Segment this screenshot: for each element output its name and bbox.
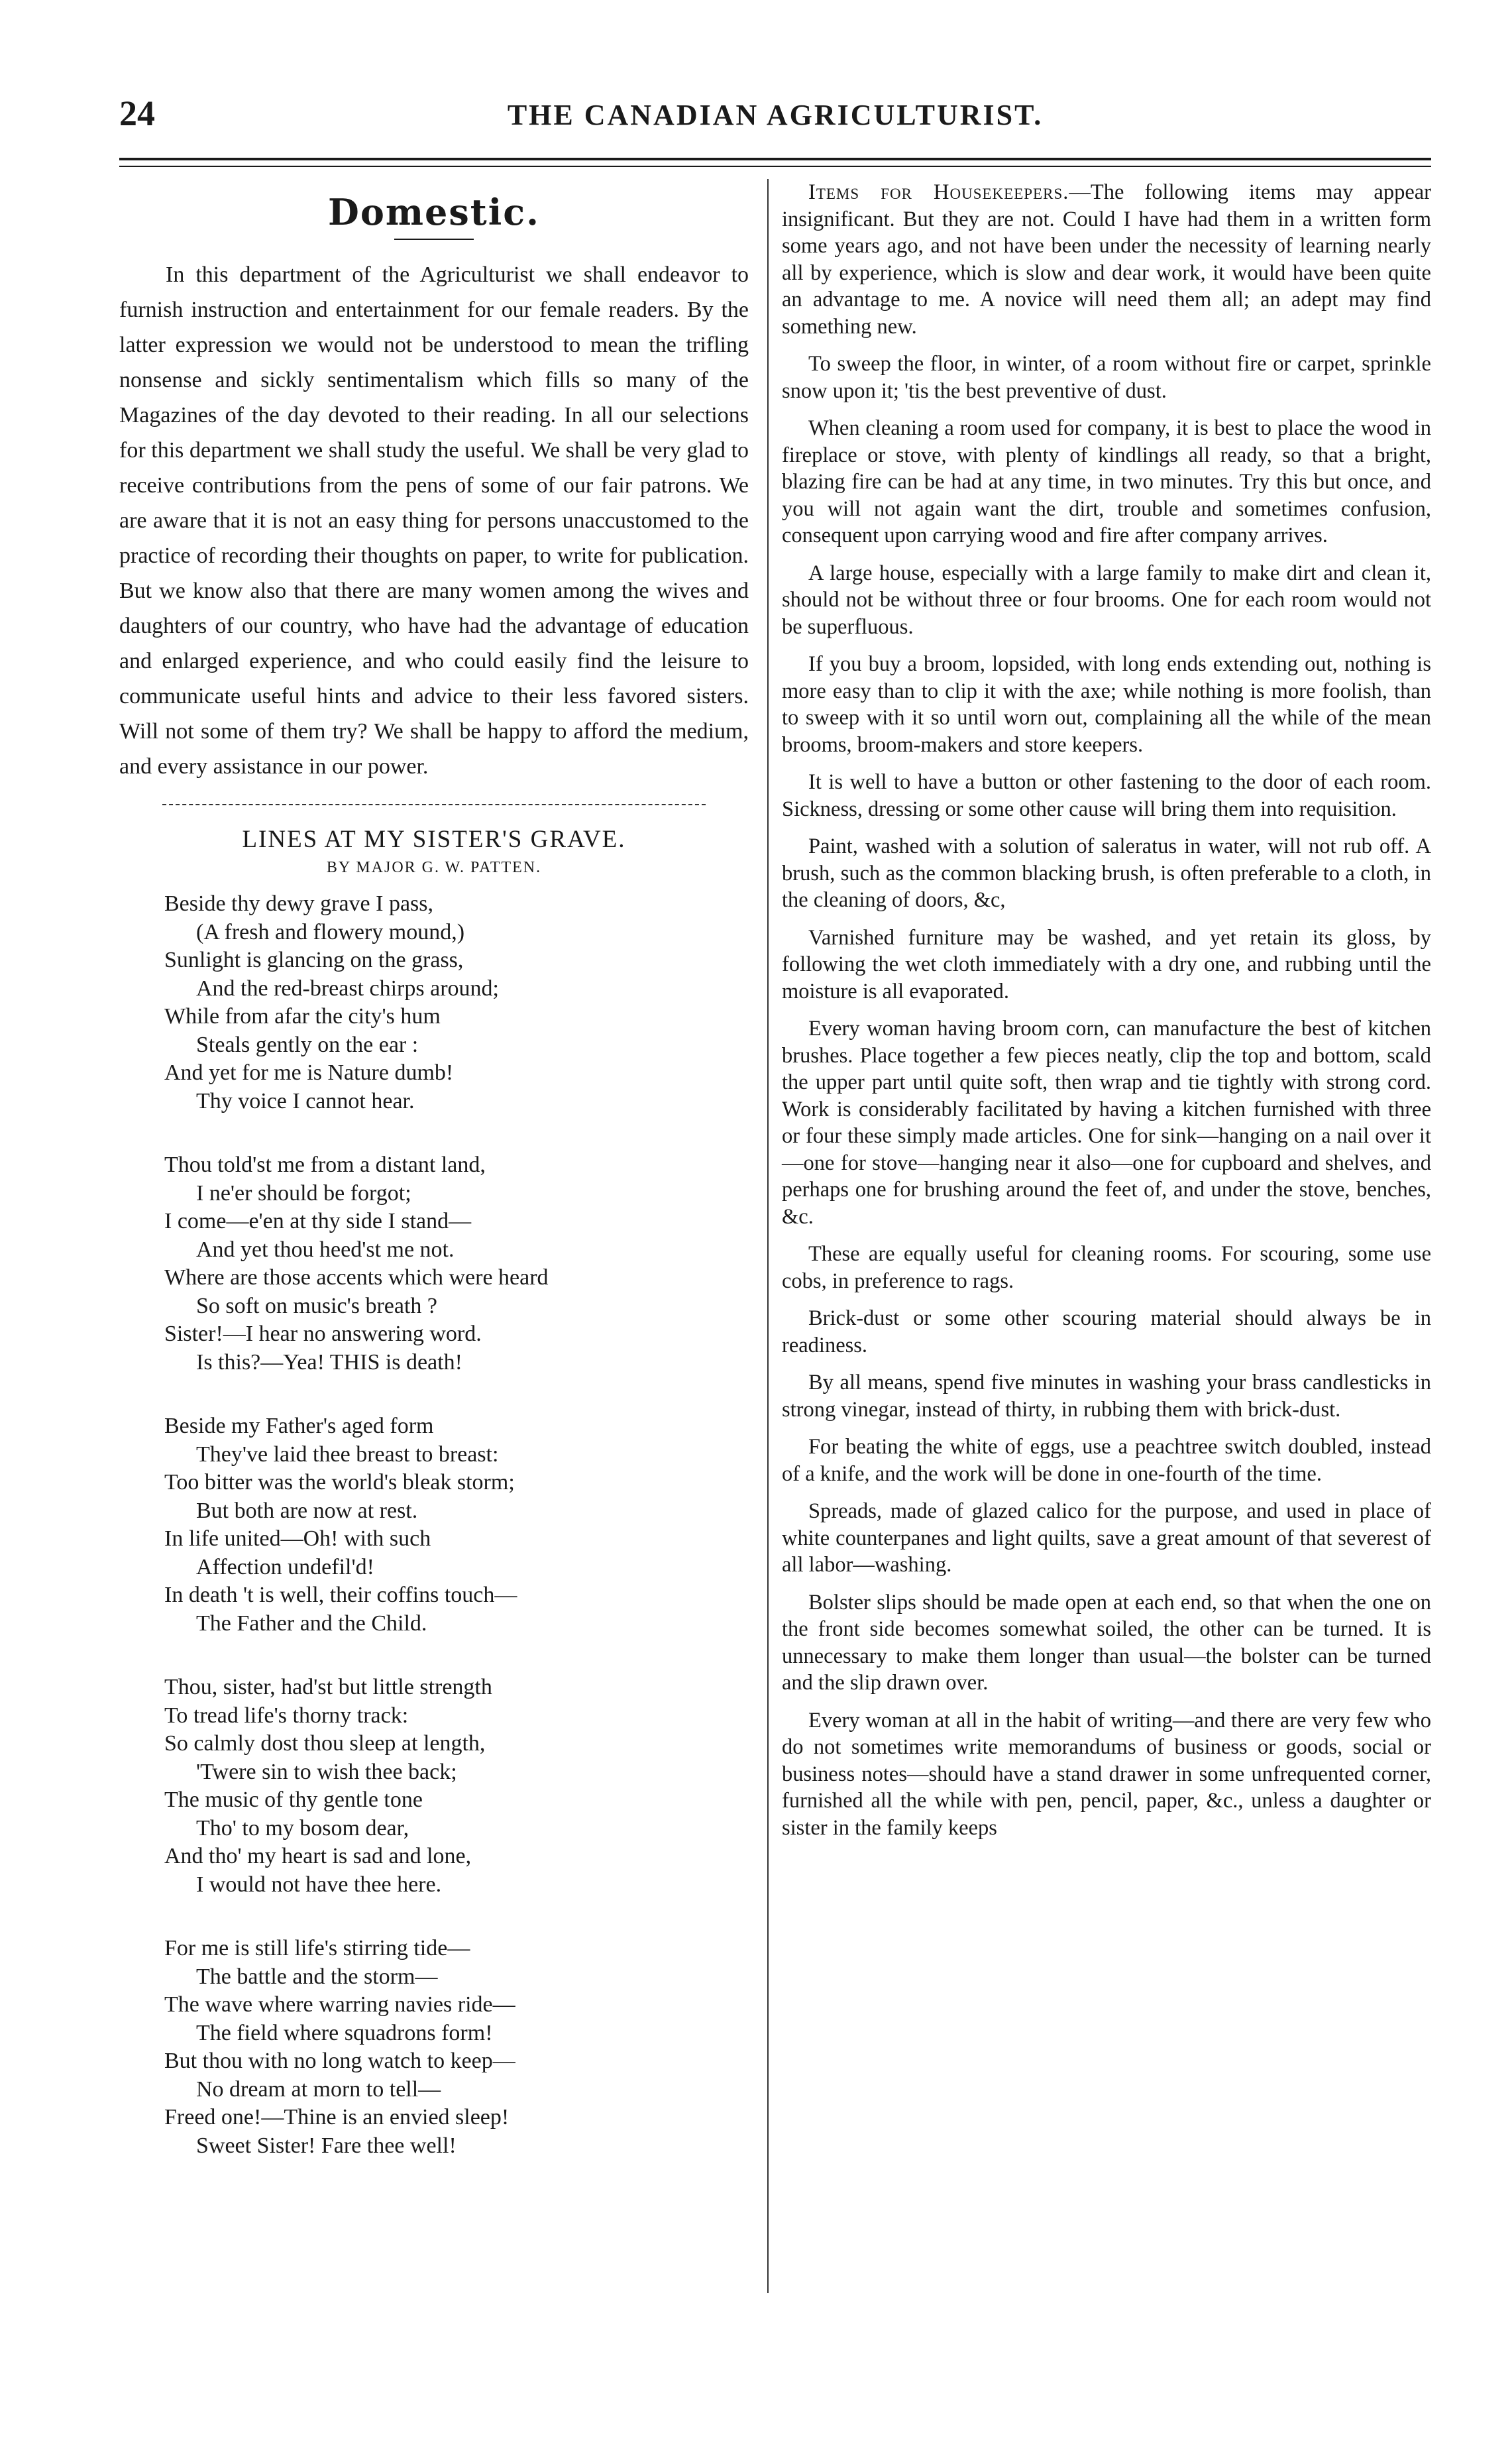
section-title: Domestic. [328,191,540,233]
poem-stanza [164,1673,749,1899]
poem-line: No dream at morn to tell— [196,2076,441,2102]
poem-line: The field where squadrons form! [196,2020,493,2045]
poem-line: Thou, sister, had'st but little strength [164,1675,492,1699]
poem-line: In death 't is well, their coffins touch— [164,1583,517,1607]
poem-line: And the red-breast chirps around; [196,976,499,1001]
poem-line: (A fresh and flowery mound,) [196,919,465,944]
poem-line: Sunlight is glancing on the grass, [164,948,464,972]
section-divider [162,804,706,805]
poem-line: The wave where warring navies ride— [164,1992,515,2017]
article-paragraph: Paint, washed with a solution of saleratus in water, will not rub off. A brush, such as the common blacking brush, is often preferable to a cloth, in the cleaning of doors, &c, [782,834,1431,912]
article-paragraph: When cleaning a room used for company, it is best to place the wood in fireplace or stove, with plenty of kindlings all ready, so that a bright, blazing fire can be had at any time, in two minutes. Try this but once, and you will not again want the dirt, trouble and sometimes confusion, consequent upon carrying wood and fire after company arrives. [782,416,1431,547]
article-paragraph: To sweep the floor, in winter, of a room without fire or carpet, sprinkle snow upon it; 'tis the best preventive of dust. [782,352,1431,403]
poem-line: But both are now at rest. [196,1498,418,1523]
poem-line: So calmly dost thou sleep at length, [164,1731,486,1756]
poem-line: The music of thy gentle tone [164,1787,423,1812]
poem-line: Where are those accents which were heard [164,1265,549,1290]
article-paragraph: By all means, spend five minutes in washing your brass candlesticks in strong vinegar, instead of thirty, in rubbing them with brick-dust. [782,1371,1431,1422]
poem-stanza [164,1412,749,1638]
poem-line: But thou with no long watch to keep— [164,2049,515,2073]
running-title: THE CANADIAN AGRICULTURIST. [507,99,1044,131]
article-paragraph: Every woman having broom corn, can manufacture the best of kitchen brushes. Place together a few pieces neatly, clip the top and bottom, scald the upper part until quite soft, then wrap and tie tightly with strong cord. Work is considerably facilitated by having a kitchen furnished with three or four these simply made articles. One for sink—hanging on a nail over it—one for stove—hanging near it also—one for cupboard and shelves, and perhaps one for brushing around the feet of, and under the stove, benches, &c. [782,1017,1431,1229]
article-paragraph: Spreads, made of glazed calico for the purpose, and used in place of white counterpanes and light quilts, save a great amount of that severest of all labor—washing. [782,1499,1431,1577]
article-paragraph: For beating the white of eggs, use a peachtree switch doubled, instead of a knife, and the work will be done in one-fourth of the time. [782,1435,1431,1486]
article-paragraph: These are equally useful for cleaning rooms. For scouring, some use cobs, in preference to rags. [782,1242,1431,1293]
poem-line: To tread life's thorny track: [164,1703,409,1728]
poem-line: I would not have thee here. [196,1872,442,1897]
article-paragraph [782,179,1431,340]
poem-line: And tho' my heart is sad and lone, [164,1844,472,1868]
poem-line: Thy voice I cannot hear. [196,1088,415,1113]
column-divider [767,179,769,2293]
poem-line: So soft on music's breath ? [196,1293,438,1318]
article-heading: Items for Housekeepers. [808,180,1069,204]
poem-line: Thou told'st me from a distant land, [164,1153,486,1177]
article-paragraph: A large house, especially with a large family to make dirt and clean it, should not be without three or four brooms. One for each room would not be superfluous. [782,561,1431,639]
poem-line: Tho' to my bosom dear, [196,1815,409,1841]
article-paragraph: It is well to have a button or other fastening to the door of each room. Sickness, dressing or some other cause will bring them into requisition. [782,770,1431,821]
poem-stanza [164,1151,749,1377]
poem-title: LINES AT MY SISTER'S GRAVE. [242,826,626,853]
poem-line: For me is still life's stirring tide— [164,1936,470,1960]
poem-line: And yet for me is Nature dumb! [164,1060,454,1085]
poem-line: In life united—Oh! with such [164,1526,431,1551]
section-title-rule [394,239,474,240]
poem-line: Too bitter was the world's bleak storm; [164,1470,515,1495]
header-rule-thin [119,166,1431,167]
article-paragraph: Varnished furniture may be washed, and yet retain its gloss, by following the wet cloth immediately with a dry one, and rubbing until the moisture is all evaporated. [782,925,1431,1003]
poem-line: Sweet Sister! Fare thee well! [196,2133,457,2158]
poem-line: Affection undefil'd! [196,1554,374,1579]
left-column [119,179,749,2196]
poem-line: Freed one!—Thine is an envied sleep! [164,2105,510,2129]
intro-paragraph: In this department of the Agriculturist we shall endeavor to furnish instruction and entertainment for our female readers. By the latter expression we would not be understood to mean the trifling nonsense and sickly sentimentalism which fills so many of the Magazines of the day devoted to their reading. In all our selections for this department we shall study the useful. We shall be very glad to receive contributions from the pens of some of our fair patrons. We are aware that it is not an easy thing for persons unaccustomed to the practice of recording their thoughts on paper, to write for publication. But we know also that there are many women among the wives and daughters of our country, who have had the advantage of education and enlarged experience, and who could easily find the leisure to communicate useful hints and advice to their less favored sisters. Will not some of them try? We shall be happy to afford the medium, and every assistance in our power. [119,262,749,779]
article-text: —The following items may appear insignificant. But they are not. Could I have had them in a written form some years ago, and not have been under the necessity of learning nearly all by experience, which is slow and dear work, it would have been quite an advantage to me. A novice will need them all; an adept may find something new. [782,180,1431,339]
article-paragraph: Every woman at all in the habit of writing—and there are very few who do not sometimes write memorandums of business or goods, social or business notes—should have a stand drawer in some unfrequented corner, furnished all the while with pen, pencil, paper, &c., unless a daughter or sister in the family keeps [782,1708,1431,1840]
poem-line: The battle and the storm— [196,1964,438,1989]
poem-line: 'Twere sin to wish thee back; [196,1759,457,1784]
article-paragraph: Bolster slips should be made open at each end, so that when the one on the front side becomes somewhat soiled, the other can be turned. It is unnecessary to make them longer than usual—the bolster can be turned and the slip drawn over. [782,1590,1431,1695]
poem-line: And yet thou heed'st me not. [196,1237,455,1262]
right-column [782,179,1431,1852]
page-header [119,93,1431,146]
poem-line: Steals gently on the ear : [196,1032,419,1057]
poem-line: Sister!—I hear no answering word. [164,1322,482,1346]
poem-line: I ne'er should be forgot; [196,1180,411,1206]
poem-line: Is this?—Yea! THIS is death! [196,1349,462,1375]
poem-stanza [164,890,749,1115]
poem-line: I come—e'en at thy side I stand— [164,1209,472,1233]
poem-author: BY MAJOR G. W. PATTEN. [326,859,542,876]
poem-line: Beside thy dewy grave I pass, [164,891,434,916]
page-number: 24 [119,93,155,133]
article-paragraph: Brick-dust or some other scouring material should always be in readiness. [782,1306,1431,1357]
poem-line: The Father and the Child. [196,1611,427,1636]
poem-line: Beside my Father's aged form [164,1414,434,1438]
poem-line: While from afar the city's hum [164,1004,441,1029]
article-paragraph: If you buy a broom, lopsided, with long ends extending out, nothing is more easy than to clip it with the axe; while nothing is more foolish, than to sweep with it so until worn out, complaining all the while of the mean brooms, broom-makers and store keepers. [782,652,1431,757]
poem-line: They've laid thee breast to breast: [196,1442,499,1467]
poem-stanza [164,1935,749,2160]
header-rule-thick [119,158,1431,160]
